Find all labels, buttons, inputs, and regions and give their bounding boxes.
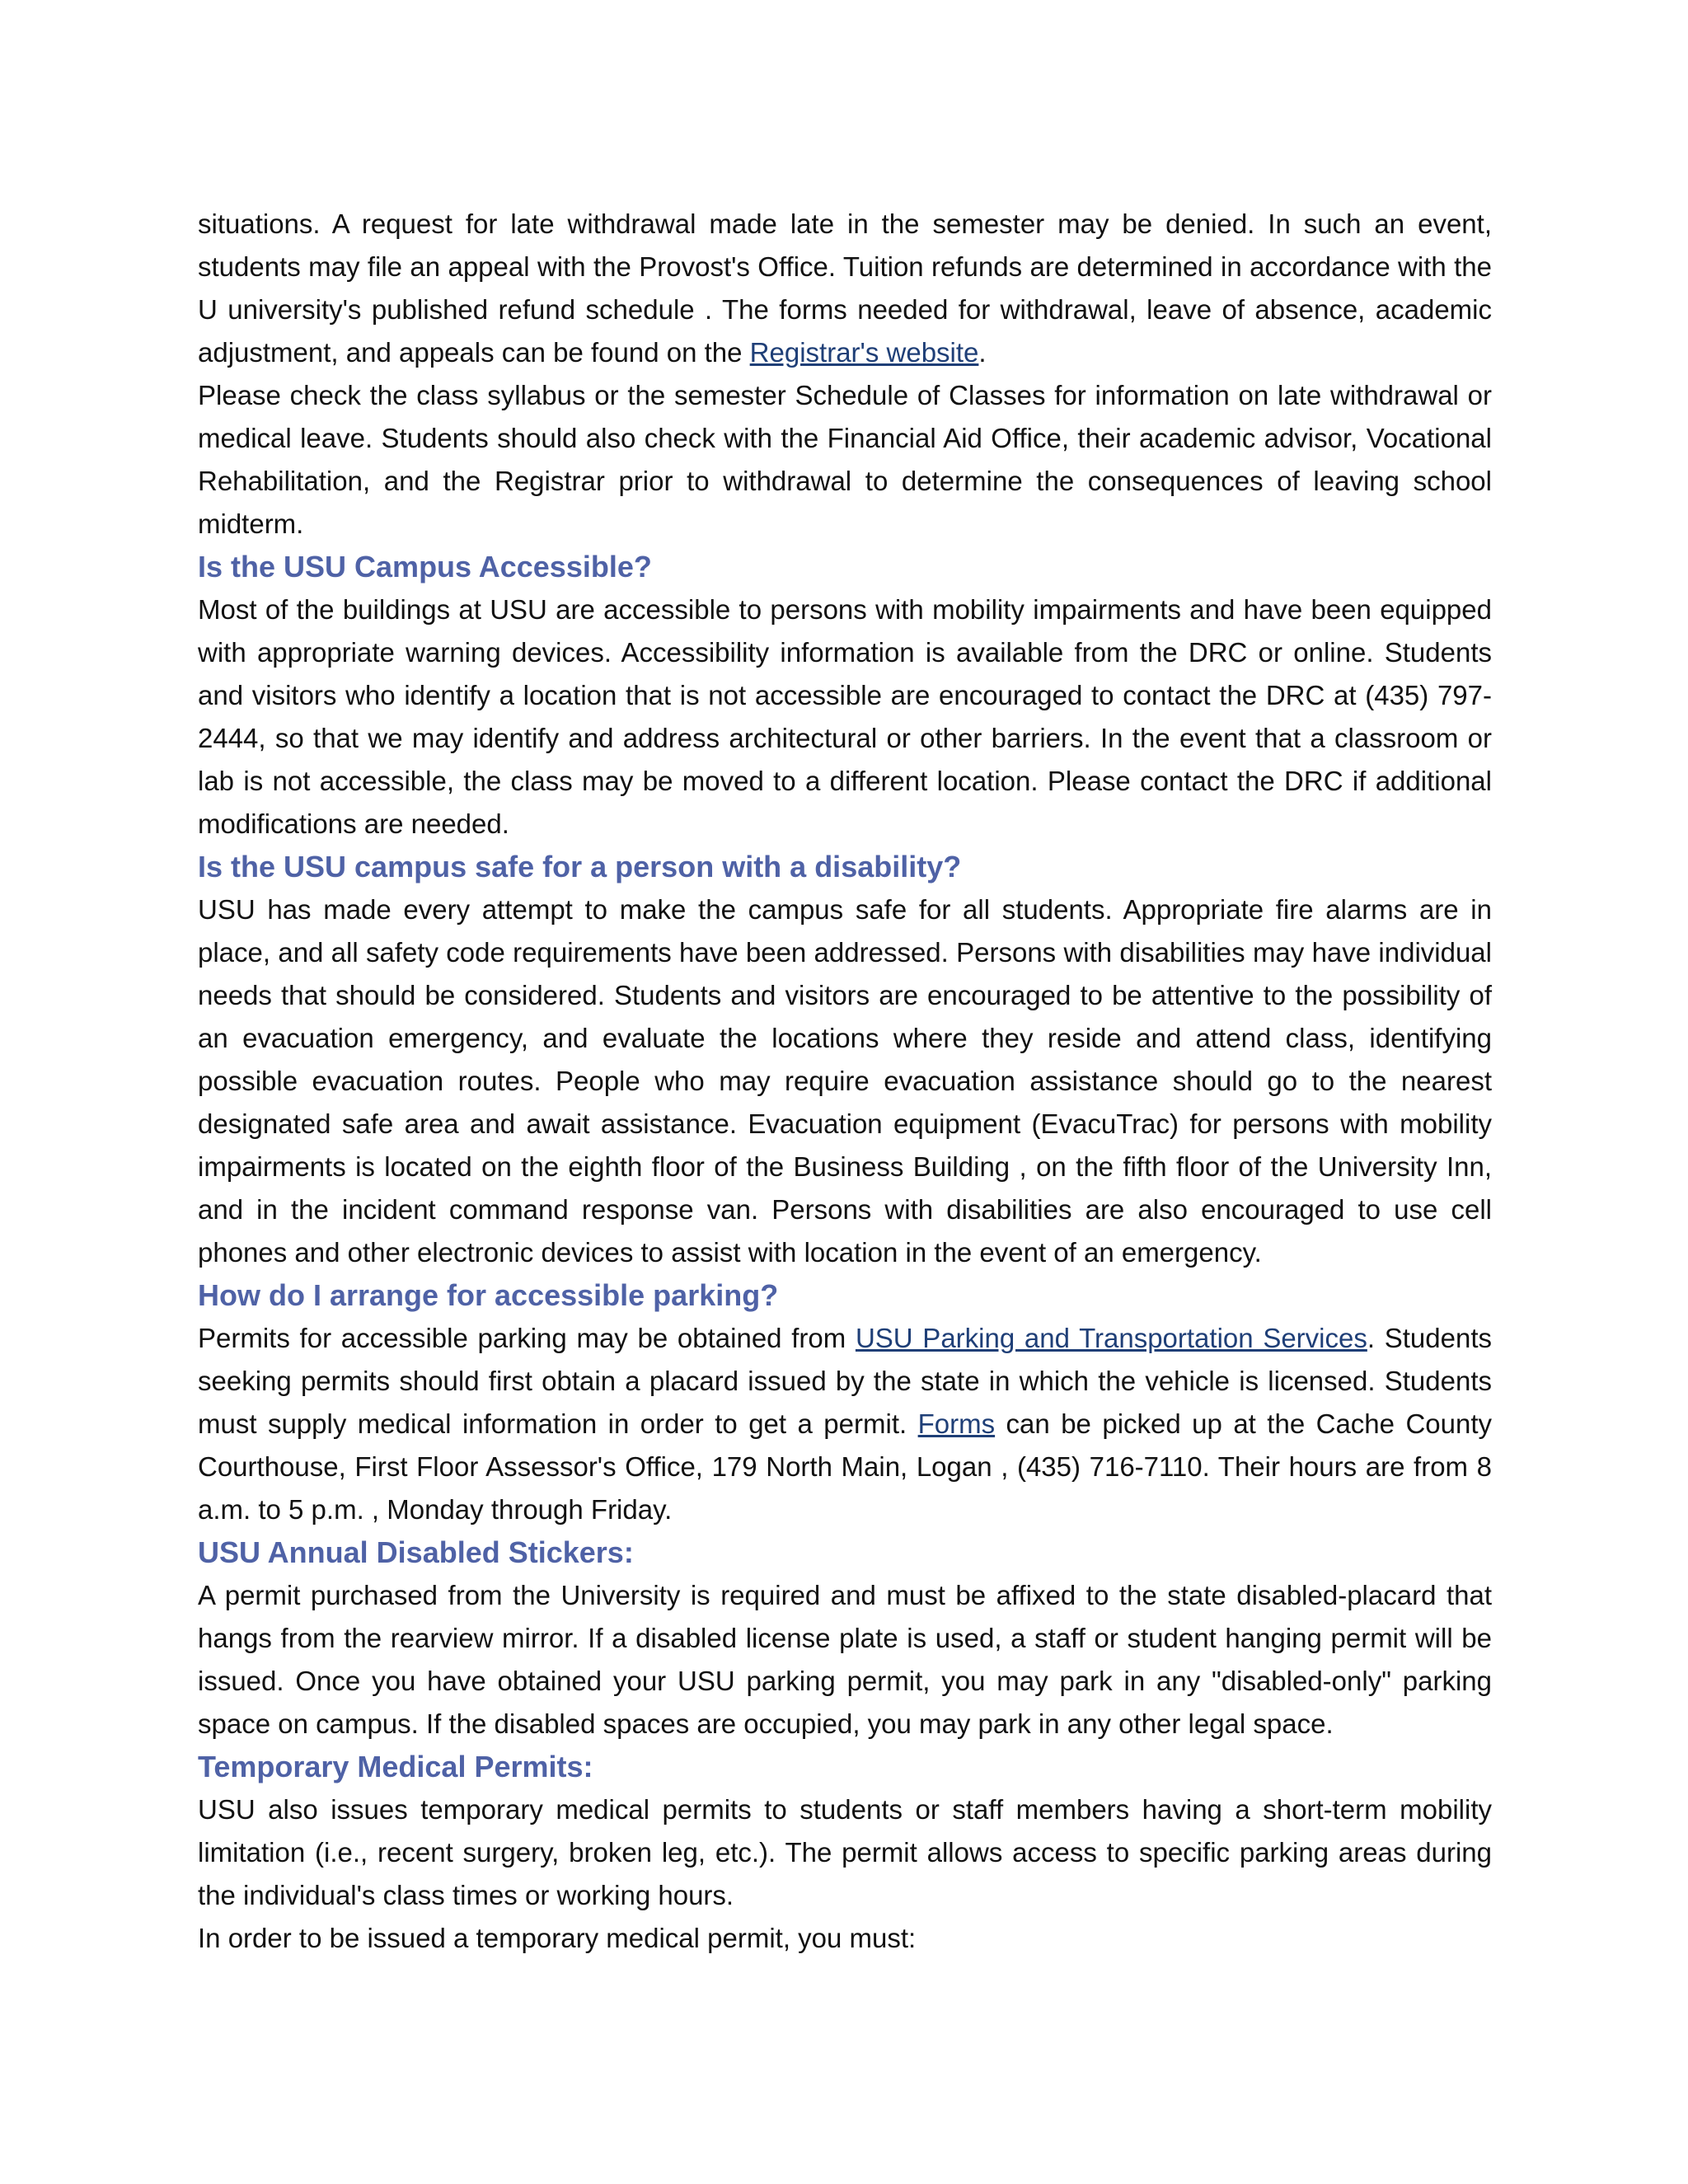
- heading-disabled-stickers: USU Annual Disabled Stickers:: [198, 1535, 634, 1569]
- withdrawal-text-end: .: [978, 337, 987, 368]
- disabled-stickers-paragraph: A permit purchased from the University is required and must be affixed to the state disabled-placard that hangs from the rearview mirror. If a disabled license plate is used, a staff or student hanging permit will be issued. Once you have obtained your USU parking permit, you may park in any "disabled-only" parking space on campus. If the disabled spaces are occupied, you may park in any other legal space.: [198, 1580, 1492, 1739]
- parking-text-a: Permits for accessible parking may be obtained from: [198, 1323, 856, 1353]
- document-page: [198, 203, 1492, 1960]
- parking-text-b: . Students seeking permits should first obtain a placard issued by the state in which the vehicle is licensed. Students must supply medical information in order to get a permit.: [198, 1323, 1492, 1439]
- campus-safe-paragraph: USU has made every attempt to make the campus safe for all students. Appropriate fire alarms are in place, and all safety code requirements have been addressed. Persons with disabilities may have individual needs that should be considered. Students and visitors are encouraged to be attentive to the possibility of an evacuation emergency, and evaluate the locations where they reside and attend class, identifying possible evacuation routes. People who may require evacuation assistance should go to the nearest designated safe area and await assistance. Evacuation equipment (EvacuTrac) for persons with mobility impairments is located on the eighth floor of the Business Building , on the fifth floor of the University Inn, and in the incident command response van. Persons with disabilities are also encouraged to use cell phones and other electronic devices to assist with location in the event of an emergency.: [198, 894, 1492, 1268]
- campus-accessible-paragraph: Most of the buildings at USU are accessible to persons with mobility impairments and have been equipped with appropriate warning devices. Accessibility information is available from the DRC or online. Students and visitors who identify a location that is not accessible are encouraged to contact the DRC at (435) 797-2444, so that we may identify and address architectural or other barriers. In the event that a classroom or lab is not accessible, the class may be moved to a different location. Please contact the DRC if additional modifications are needed.: [198, 594, 1492, 839]
- forms-link[interactable]: Forms: [917, 1408, 996, 1439]
- heading-campus-safe: Is the USU campus safe for a person with a disability?: [198, 850, 962, 883]
- temporary-permits-paragraph: USU also issues temporary medical permits to students or staff members having a short-term mobility limitation (i.e., recent surgery, broken leg, etc.). The permit allows access to specific parking areas during the individual's class times or working hours.: [198, 1794, 1492, 1910]
- usu-parking-link[interactable]: USU Parking and Transportation Services: [855, 1323, 1367, 1353]
- parking-text-c: can be picked up at the Cache County Courthouse, First Floor Assessor's Office, 179 North Main, Logan , (435) 716-7110. Their hours are from 8 a.m. to 5 p.m. , Monday through Friday.: [198, 1408, 1492, 1525]
- withdrawal-paragraph: [198, 203, 1492, 374]
- registrar-website-link[interactable]: Registrar's website: [749, 337, 979, 368]
- accessible-parking-paragraph: [198, 1317, 1492, 1531]
- withdrawal-text: situations. A request for late withdrawal made late in the semester may be denied. In such an event, students may file an appeal with the Provost's Office. Tuition refunds are determined in accordance with the U university's published refund schedule . The forms needed for withdrawal, leave of absence, academic adjustment, and appeals can be found on the: [198, 209, 1492, 368]
- heading-temporary-permits: Temporary Medical Permits:: [198, 1750, 593, 1783]
- heading-campus-accessible: Is the USU Campus Accessible?: [198, 550, 652, 583]
- temporary-permits-requirements: In order to be issued a temporary medical permit, you must:: [198, 1923, 917, 1953]
- withdrawal-check-paragraph: Please check the class syllabus or the semester Schedule of Classes for information on late withdrawal or medical leave. Students should also check with the Financial Aid Office, their academic advisor, Vocational Rehabilitation, and the Registrar prior to withdrawal to determine the consequences of leaving school midterm.: [198, 380, 1492, 539]
- heading-accessible-parking: How do I arrange for accessible parking?: [198, 1278, 779, 1312]
